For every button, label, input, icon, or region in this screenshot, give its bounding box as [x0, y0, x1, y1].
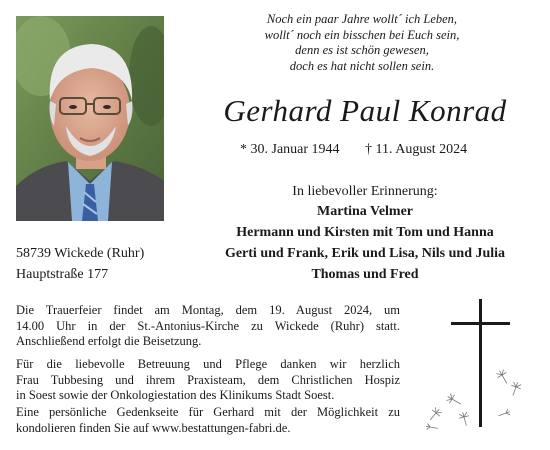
thanks-line: Frau Tubbesing und ihrem Praxisteam, dem Christlichen Hospiz	[16, 372, 400, 387]
funeral-line: 14.00 Uhr in der St.-Antonius-Kirche zu Wickede (Ruhr) statt.	[16, 318, 400, 333]
birth-date: * 30. Januar 1944	[240, 142, 340, 157]
mourner-line: Hermann und Kirsten mit Tom und Hanna	[236, 225, 494, 240]
memory-heading: In liebevoller Erinnerung:	[292, 184, 438, 199]
funeral-paragraph	[16, 303, 400, 350]
poem-line: denn es ist schön gewesen,	[295, 43, 429, 57]
memorial-line: kondolieren finden Sie auf www.bestattungen-fabri.de.	[16, 420, 291, 435]
funeral-line: Anschließend erfolgt die Beisetzung.	[16, 334, 202, 348]
address-street: Hauptstraße 177	[16, 267, 109, 282]
thanks-line: in Soest sowie der Onkologiestation des Klinikums Stadt Soest.	[16, 388, 335, 402]
mourner-line: Thomas und Fred	[311, 267, 419, 282]
cross-icon	[451, 299, 510, 427]
thanks-line: Für die liebevolle Betreuung und Pflege danken wir herzlich	[16, 357, 400, 371]
poem-line: wollt´ noch ein bisschen bei Euch sein,	[264, 27, 460, 42]
thanks-paragraph	[16, 357, 400, 404]
poem-line: Noch ein paar Jahre wollt´ ich Leben,	[266, 12, 458, 26]
poem-line: doch es hat nicht sollen sein.	[289, 58, 435, 73]
dandelion-seeds-icon	[426, 368, 523, 431]
address-city: 58739 Wickede (Ruhr)	[16, 246, 145, 261]
poem	[192, 12, 532, 74]
mourners-list	[190, 201, 540, 285]
family-address	[16, 243, 144, 285]
portrait-photo	[16, 16, 164, 221]
death-date: † 11. August 2024	[365, 142, 468, 157]
memorial-line: Eine persönliche Gedenkseite für Gerhard mit der Möglichkeit zu	[16, 405, 400, 419]
mourner-line: Martina Velmer	[316, 204, 414, 219]
memorial-paragraph	[16, 405, 400, 436]
cross-illustration	[424, 287, 532, 437]
mourner-line: Gerti und Frank, Erik und Lisa, Nils und Julia	[224, 246, 506, 261]
deceased-name: Gerhard Paul Konrad	[223, 93, 507, 128]
funeral-line: Die Trauerfeier findet am Montag, dem 19. August 2024, um	[16, 303, 400, 317]
